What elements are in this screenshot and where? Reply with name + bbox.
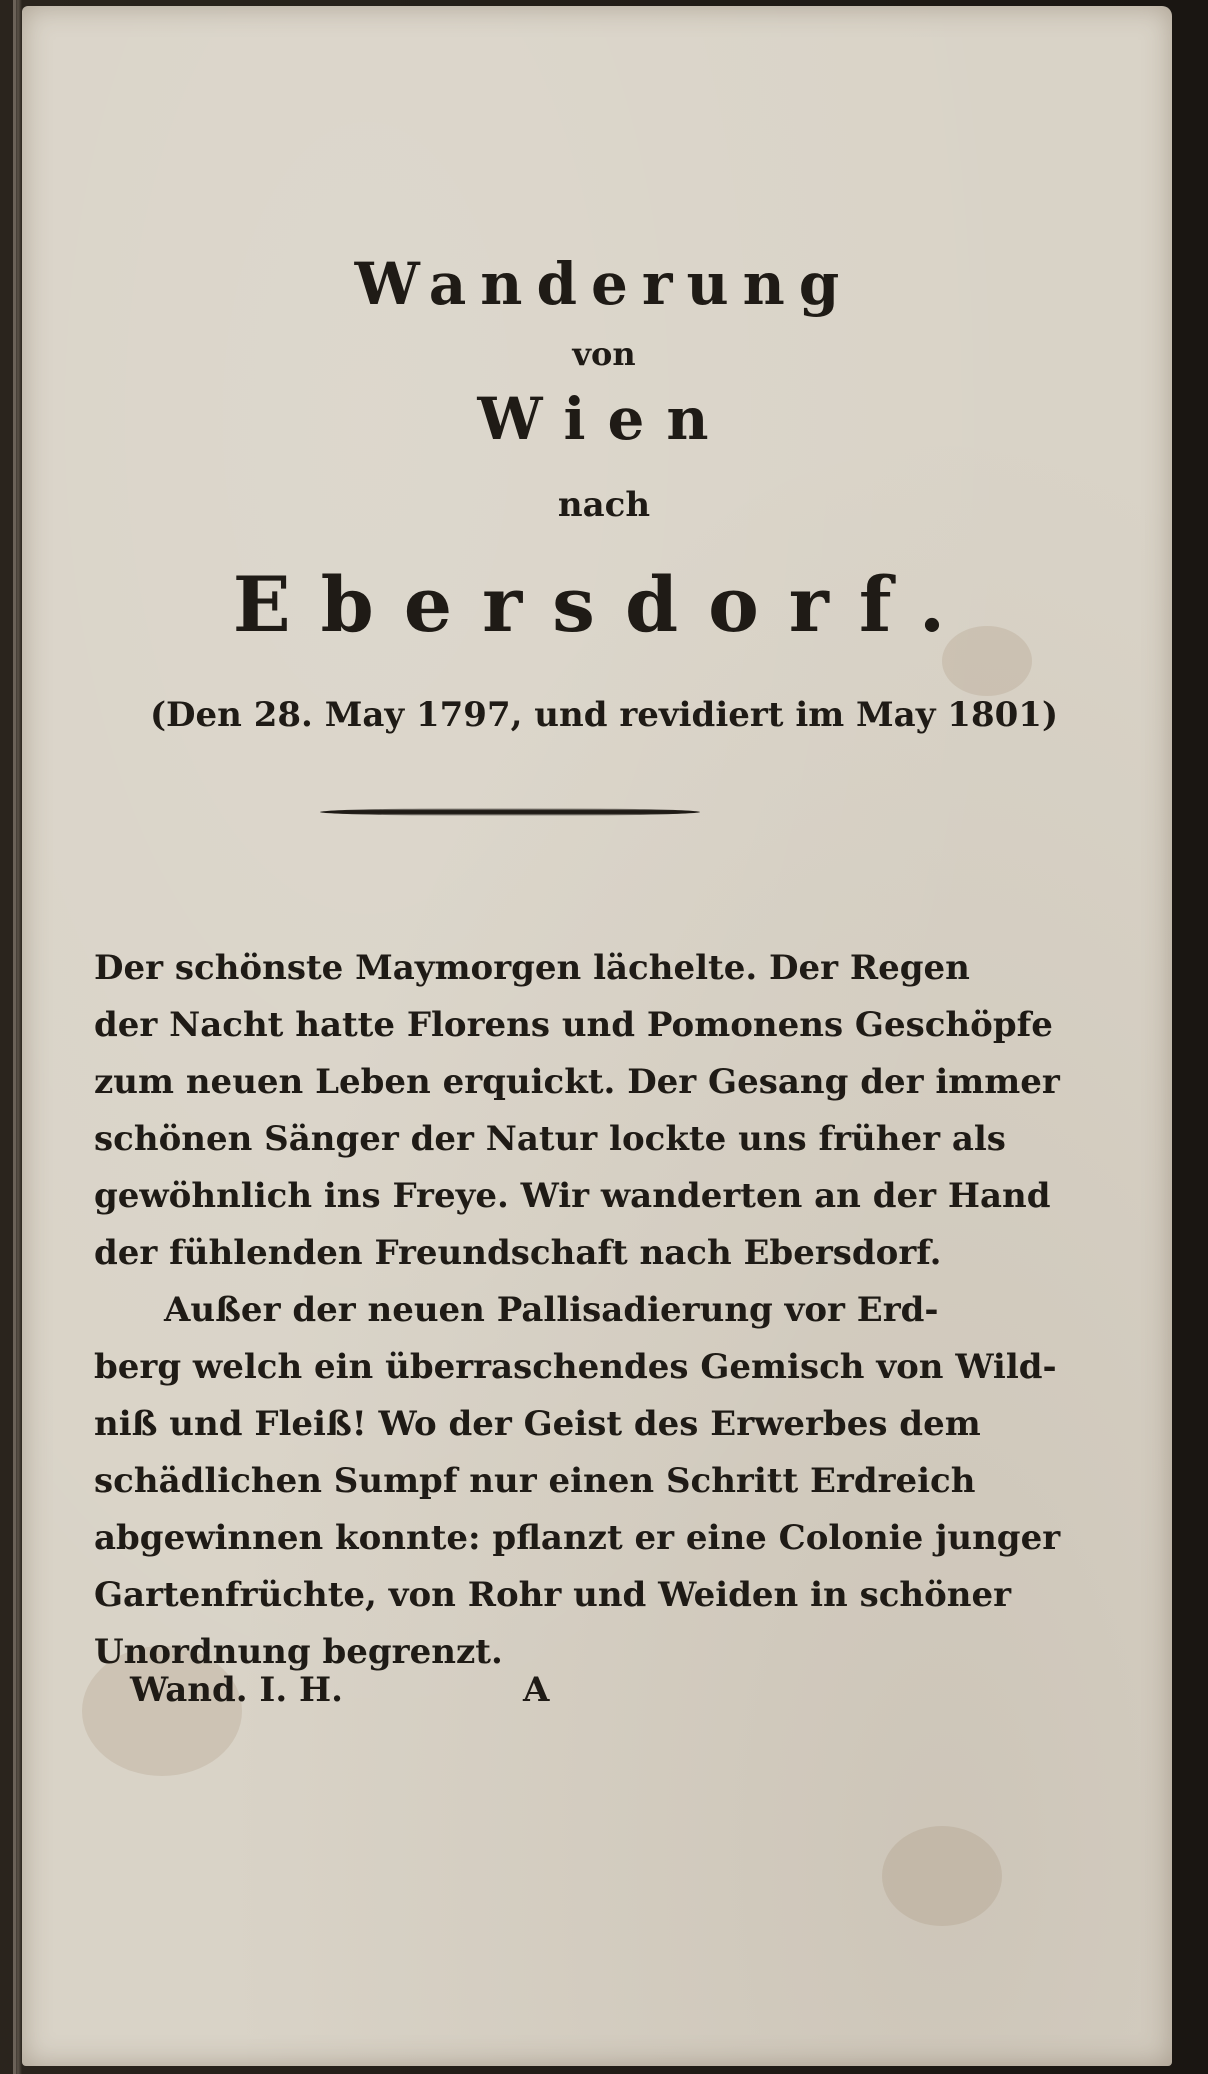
decorative-rule	[320, 808, 700, 816]
title-ebersdorf: Ebersdorf.	[232, 560, 976, 649]
title-date: (Den 28. May 1797, und revidiert im May 1801)	[149, 695, 1059, 735]
title-wien: Wien	[477, 385, 731, 453]
body-line: schädlichen Sumpf nur einen Schritt Erdreich	[94, 1461, 976, 1501]
body-line: niß und Fleiß! Wo der Geist des Erwerbes dem	[94, 1404, 981, 1444]
title-wanderung: Wanderung	[354, 250, 854, 318]
title-von: von	[572, 335, 636, 373]
body-line: zum neuen Leben erquickt. Der Gesang der immer	[94, 1062, 1060, 1102]
body-line: gewöhnlich ins Freye. Wir wanderten an der Hand	[94, 1176, 1051, 1216]
volume-marker: Wand. I. H.	[130, 1670, 343, 1710]
body-line: Gartenfrüchte, von Rohr und Weiden in schöner	[94, 1575, 1012, 1615]
body-line: berg welch ein überraschendes Gemisch von Wild-	[94, 1347, 1057, 1387]
body-paragraphs	[94, 940, 1061, 1681]
title-nach: nach	[557, 485, 651, 525]
body-line: Unordnung begrenzt.	[94, 1632, 503, 1672]
body-line: der Nacht hatte Florens und Pomonens Geschöpfe	[94, 1005, 1053, 1045]
body-line: Der schönste Maymorgen lächelte. Der Regen	[94, 948, 970, 988]
body-line: schönen Sänger der Natur lockte uns früher als	[94, 1119, 1006, 1159]
body-line: abgewinnen konnte: pflanzt er eine Colonie junger	[94, 1518, 1061, 1558]
paper-stain	[882, 1826, 1002, 1926]
body-line: der fühlenden Freundschaft nach Ebersdorf.	[94, 1233, 942, 1273]
signature-mark: A	[523, 1670, 550, 1710]
body-line: Außer der neuen Pallisadierung vor Erd-	[164, 1290, 939, 1330]
